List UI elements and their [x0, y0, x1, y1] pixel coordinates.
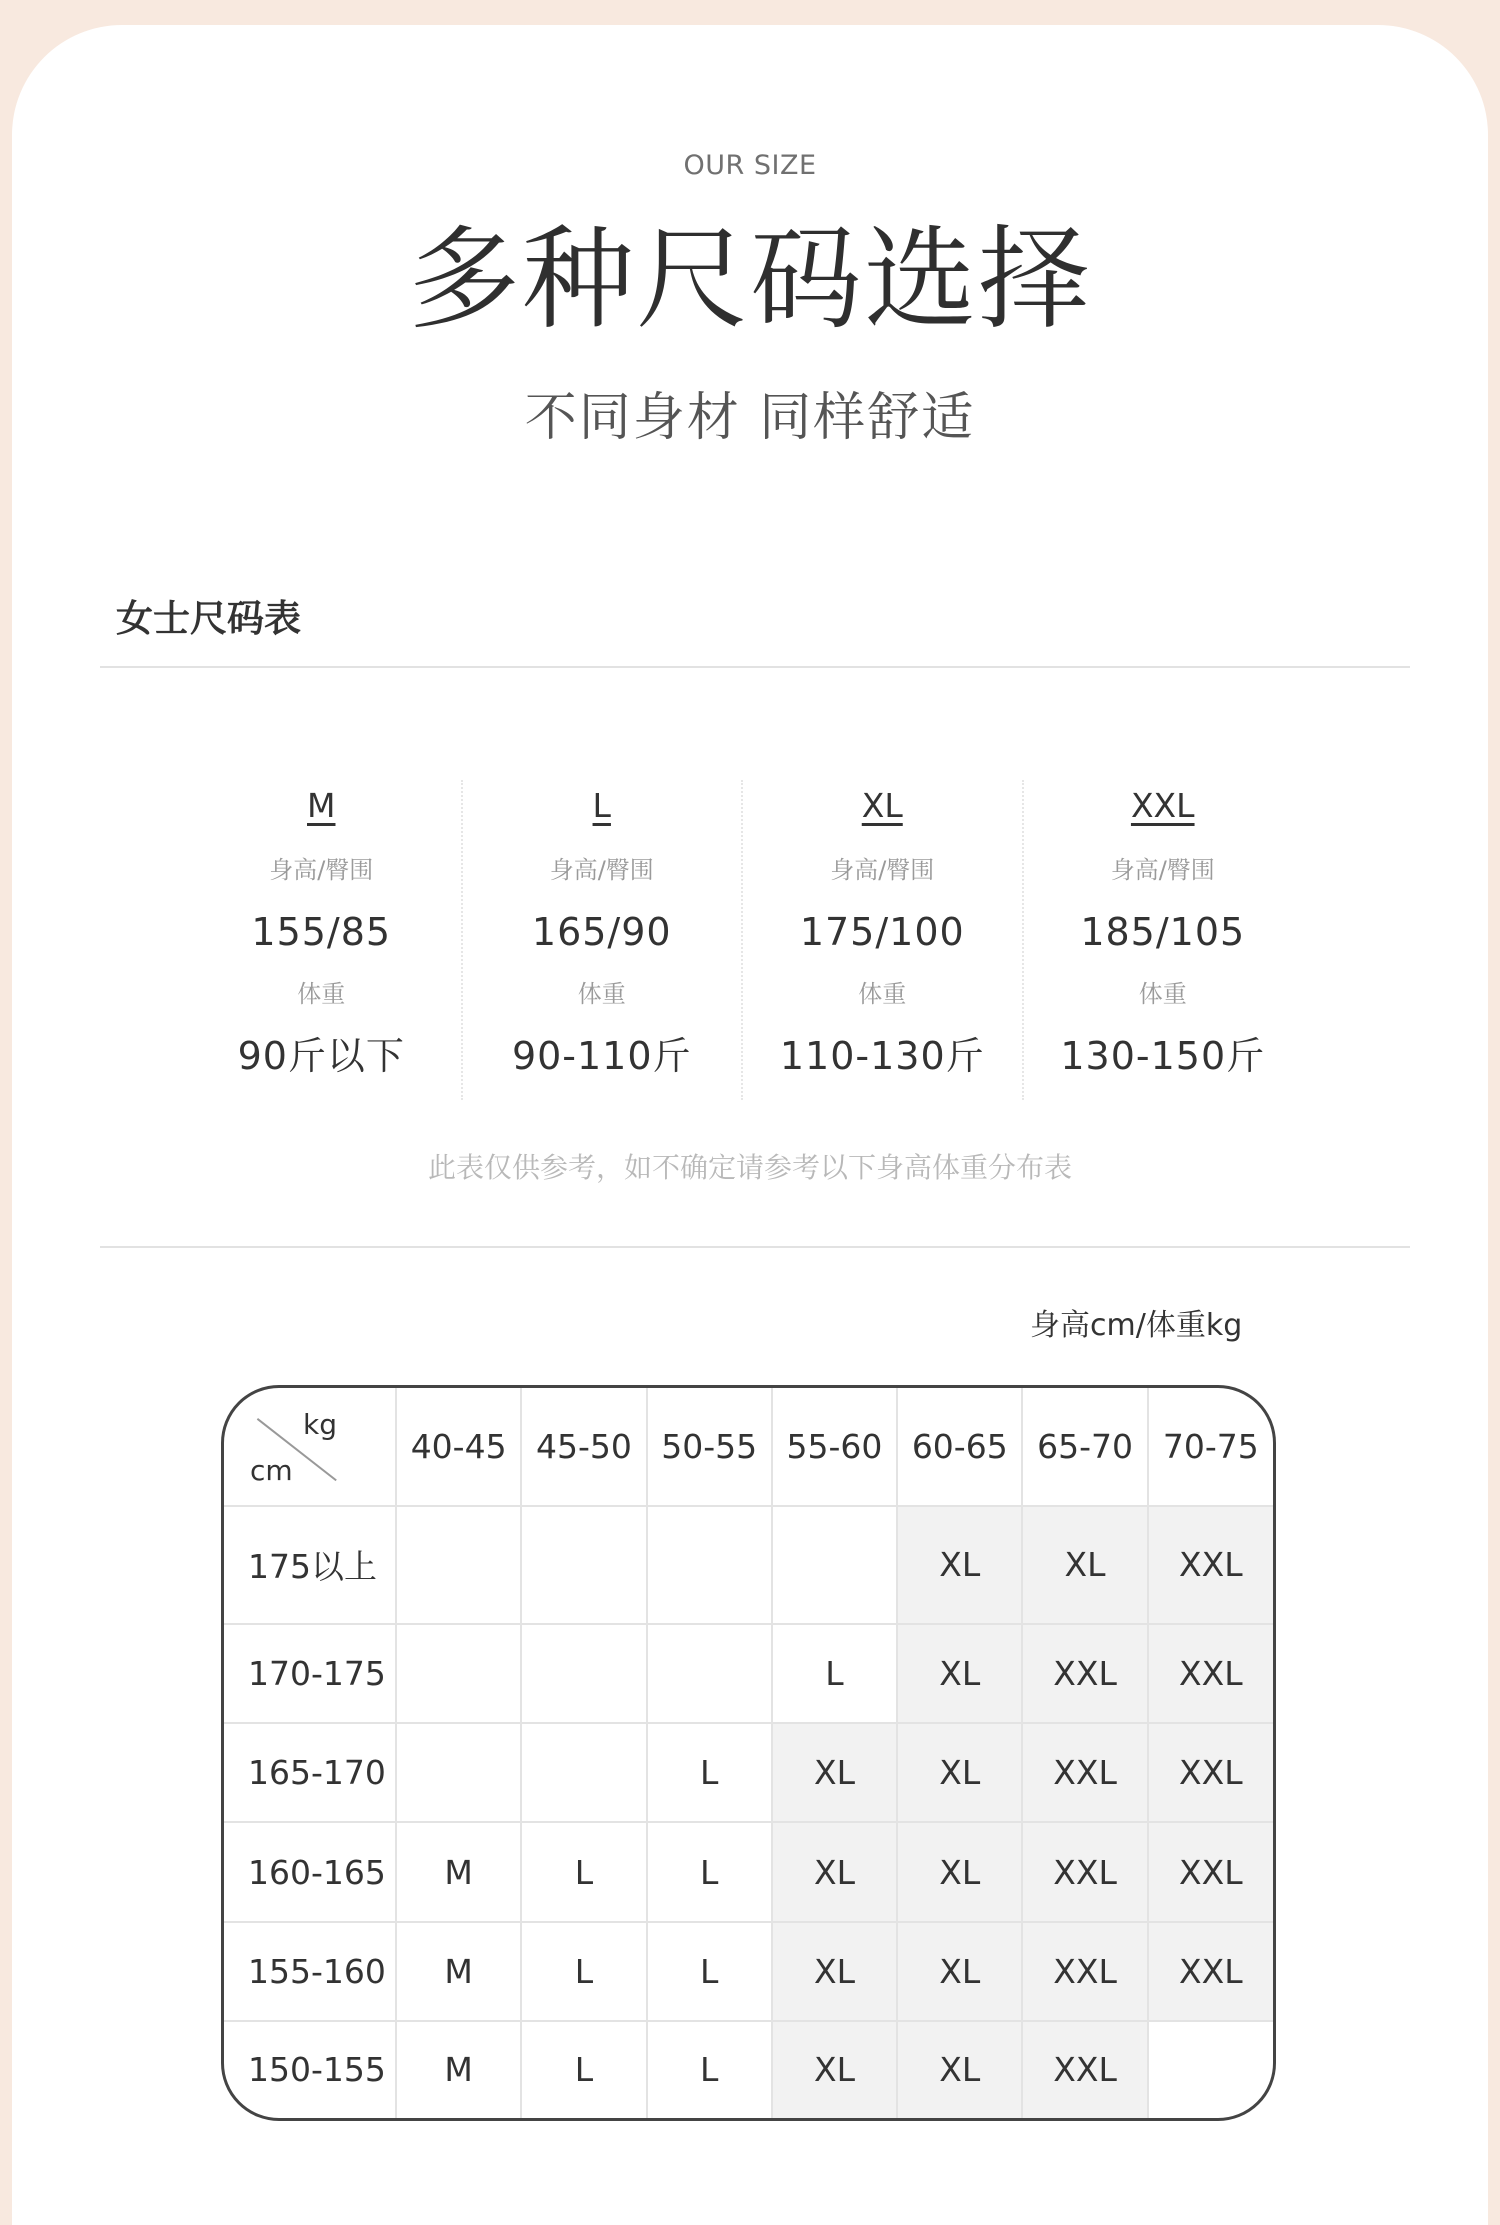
column-header: 70-75	[1148, 1388, 1273, 1506]
size-cell	[396, 1624, 521, 1723]
size-cell	[396, 1723, 521, 1822]
size-cell	[521, 1723, 646, 1822]
section-title: 女士尺码表	[116, 597, 301, 640]
size-cell: M	[396, 2021, 521, 2118]
size-cell	[647, 1624, 772, 1723]
size-cell	[521, 1624, 646, 1723]
row-header: 170-175	[224, 1624, 396, 1723]
size-cell	[521, 1506, 646, 1624]
measure-value: 185/105	[1080, 910, 1246, 954]
measure-value: 165/90	[531, 910, 672, 954]
weight-label: 体重	[577, 980, 626, 1008]
size-cell: XL	[897, 1822, 1022, 1921]
column-header: 50-55	[647, 1388, 772, 1506]
size-card-xl	[741, 780, 1022, 1100]
size-cell: L	[647, 1922, 772, 2021]
corner-cell	[224, 1388, 396, 1506]
weight-label: 体重	[297, 980, 346, 1008]
column-header: 65-70	[1022, 1388, 1147, 1506]
size-cell: XL	[897, 1506, 1022, 1624]
measure-label: 身高/臀围	[549, 856, 654, 884]
size-cell: XXL	[1022, 1723, 1147, 1822]
weight-axis-label: kg	[303, 1408, 337, 1441]
weight-label: 体重	[858, 980, 907, 1008]
reference-note: 此表仅供参考，如不确定请参考以下身高体重分布表	[427, 1151, 1072, 1184]
size-cell: XXL	[1148, 1922, 1273, 2021]
measure-value: 175/100	[799, 910, 965, 954]
size-name: M	[307, 786, 336, 825]
size-cards	[182, 780, 1302, 1100]
size-cell: L	[521, 1922, 646, 2021]
size-cell	[772, 1506, 897, 1624]
row-header: 155-160	[224, 1922, 396, 2021]
weight-value: 90-110斤	[511, 1034, 692, 1078]
weight-value: 90斤以下	[237, 1034, 405, 1078]
table-row	[224, 1822, 1273, 1921]
size-cell: XL	[897, 1922, 1022, 2021]
measure-label: 身高/臀围	[269, 856, 374, 884]
row-header: 165-170	[224, 1723, 396, 1822]
size-cell: XL	[897, 1723, 1022, 1822]
size-cell: XL	[897, 1624, 1022, 1723]
page-subtitle: 不同身材 同样舒适	[524, 388, 976, 448]
size-card-l	[461, 780, 742, 1100]
size-cell: L	[772, 1624, 897, 1723]
size-cell: XXL	[1022, 1922, 1147, 2021]
row-header: 160-165	[224, 1822, 396, 1921]
size-cell: XL	[897, 2021, 1022, 2118]
size-cell: XXL	[1148, 1506, 1273, 1624]
weight-value: 130-150斤	[1060, 1034, 1266, 1078]
table-row	[224, 1723, 1273, 1822]
size-cell: M	[396, 1822, 521, 1921]
row-header: 150-155	[224, 2021, 396, 2118]
column-header: 40-45	[396, 1388, 521, 1506]
size-card-m	[182, 780, 461, 1100]
page-title: 多种尺码选择	[408, 215, 1092, 345]
eyebrow-text: OUR SIZE	[683, 150, 817, 181]
size-cell: XXL	[1148, 1723, 1273, 1822]
size-cell: XL	[772, 2021, 897, 2118]
column-header: 60-65	[897, 1388, 1022, 1506]
size-cell: L	[647, 1822, 772, 1921]
table-header-row	[224, 1388, 1273, 1506]
size-name: XL	[861, 786, 903, 825]
size-cell	[1148, 2021, 1273, 2118]
size-cell: M	[396, 1922, 521, 2021]
size-cell: XXL	[1022, 1822, 1147, 1921]
table-row	[224, 1922, 1273, 2021]
size-cell: XL	[1022, 1506, 1147, 1624]
divider	[100, 1246, 1410, 1248]
unit-label: 身高cm/体重kg	[1030, 1308, 1243, 1343]
measure-value: 155/85	[251, 910, 392, 954]
size-cell	[396, 1506, 521, 1624]
column-header: 45-50	[521, 1388, 646, 1506]
divider	[100, 666, 1410, 668]
size-card-xxl	[1022, 780, 1303, 1100]
weight-label: 体重	[1138, 980, 1187, 1008]
size-name: XXL	[1130, 786, 1195, 825]
measure-label: 身高/臀围	[830, 856, 935, 884]
size-cell	[647, 1506, 772, 1624]
column-header: 55-60	[772, 1388, 897, 1506]
size-cell: XL	[772, 1822, 897, 1921]
size-cell: XXL	[1022, 2021, 1147, 2118]
size-cell: XL	[772, 1723, 897, 1822]
table-row	[224, 1624, 1273, 1723]
size-cell: XXL	[1148, 1822, 1273, 1921]
height-axis-label: cm	[250, 1454, 293, 1487]
size-distribution-table	[221, 1385, 1276, 2121]
size-cell: L	[647, 1723, 772, 1822]
measure-label: 身高/臀围	[1110, 856, 1215, 884]
size-cell: XXL	[1148, 1624, 1273, 1723]
table-row	[224, 1506, 1273, 1624]
size-cell: L	[521, 1822, 646, 1921]
table-row	[224, 2021, 1273, 2118]
size-cell: L	[647, 2021, 772, 2118]
row-header: 175以上	[224, 1506, 396, 1624]
size-cell: XXL	[1022, 1624, 1147, 1723]
size-cell: XL	[772, 1922, 897, 2021]
weight-value: 110-130斤	[779, 1034, 985, 1078]
size-cell: L	[521, 2021, 646, 2118]
size-name: L	[592, 786, 611, 825]
